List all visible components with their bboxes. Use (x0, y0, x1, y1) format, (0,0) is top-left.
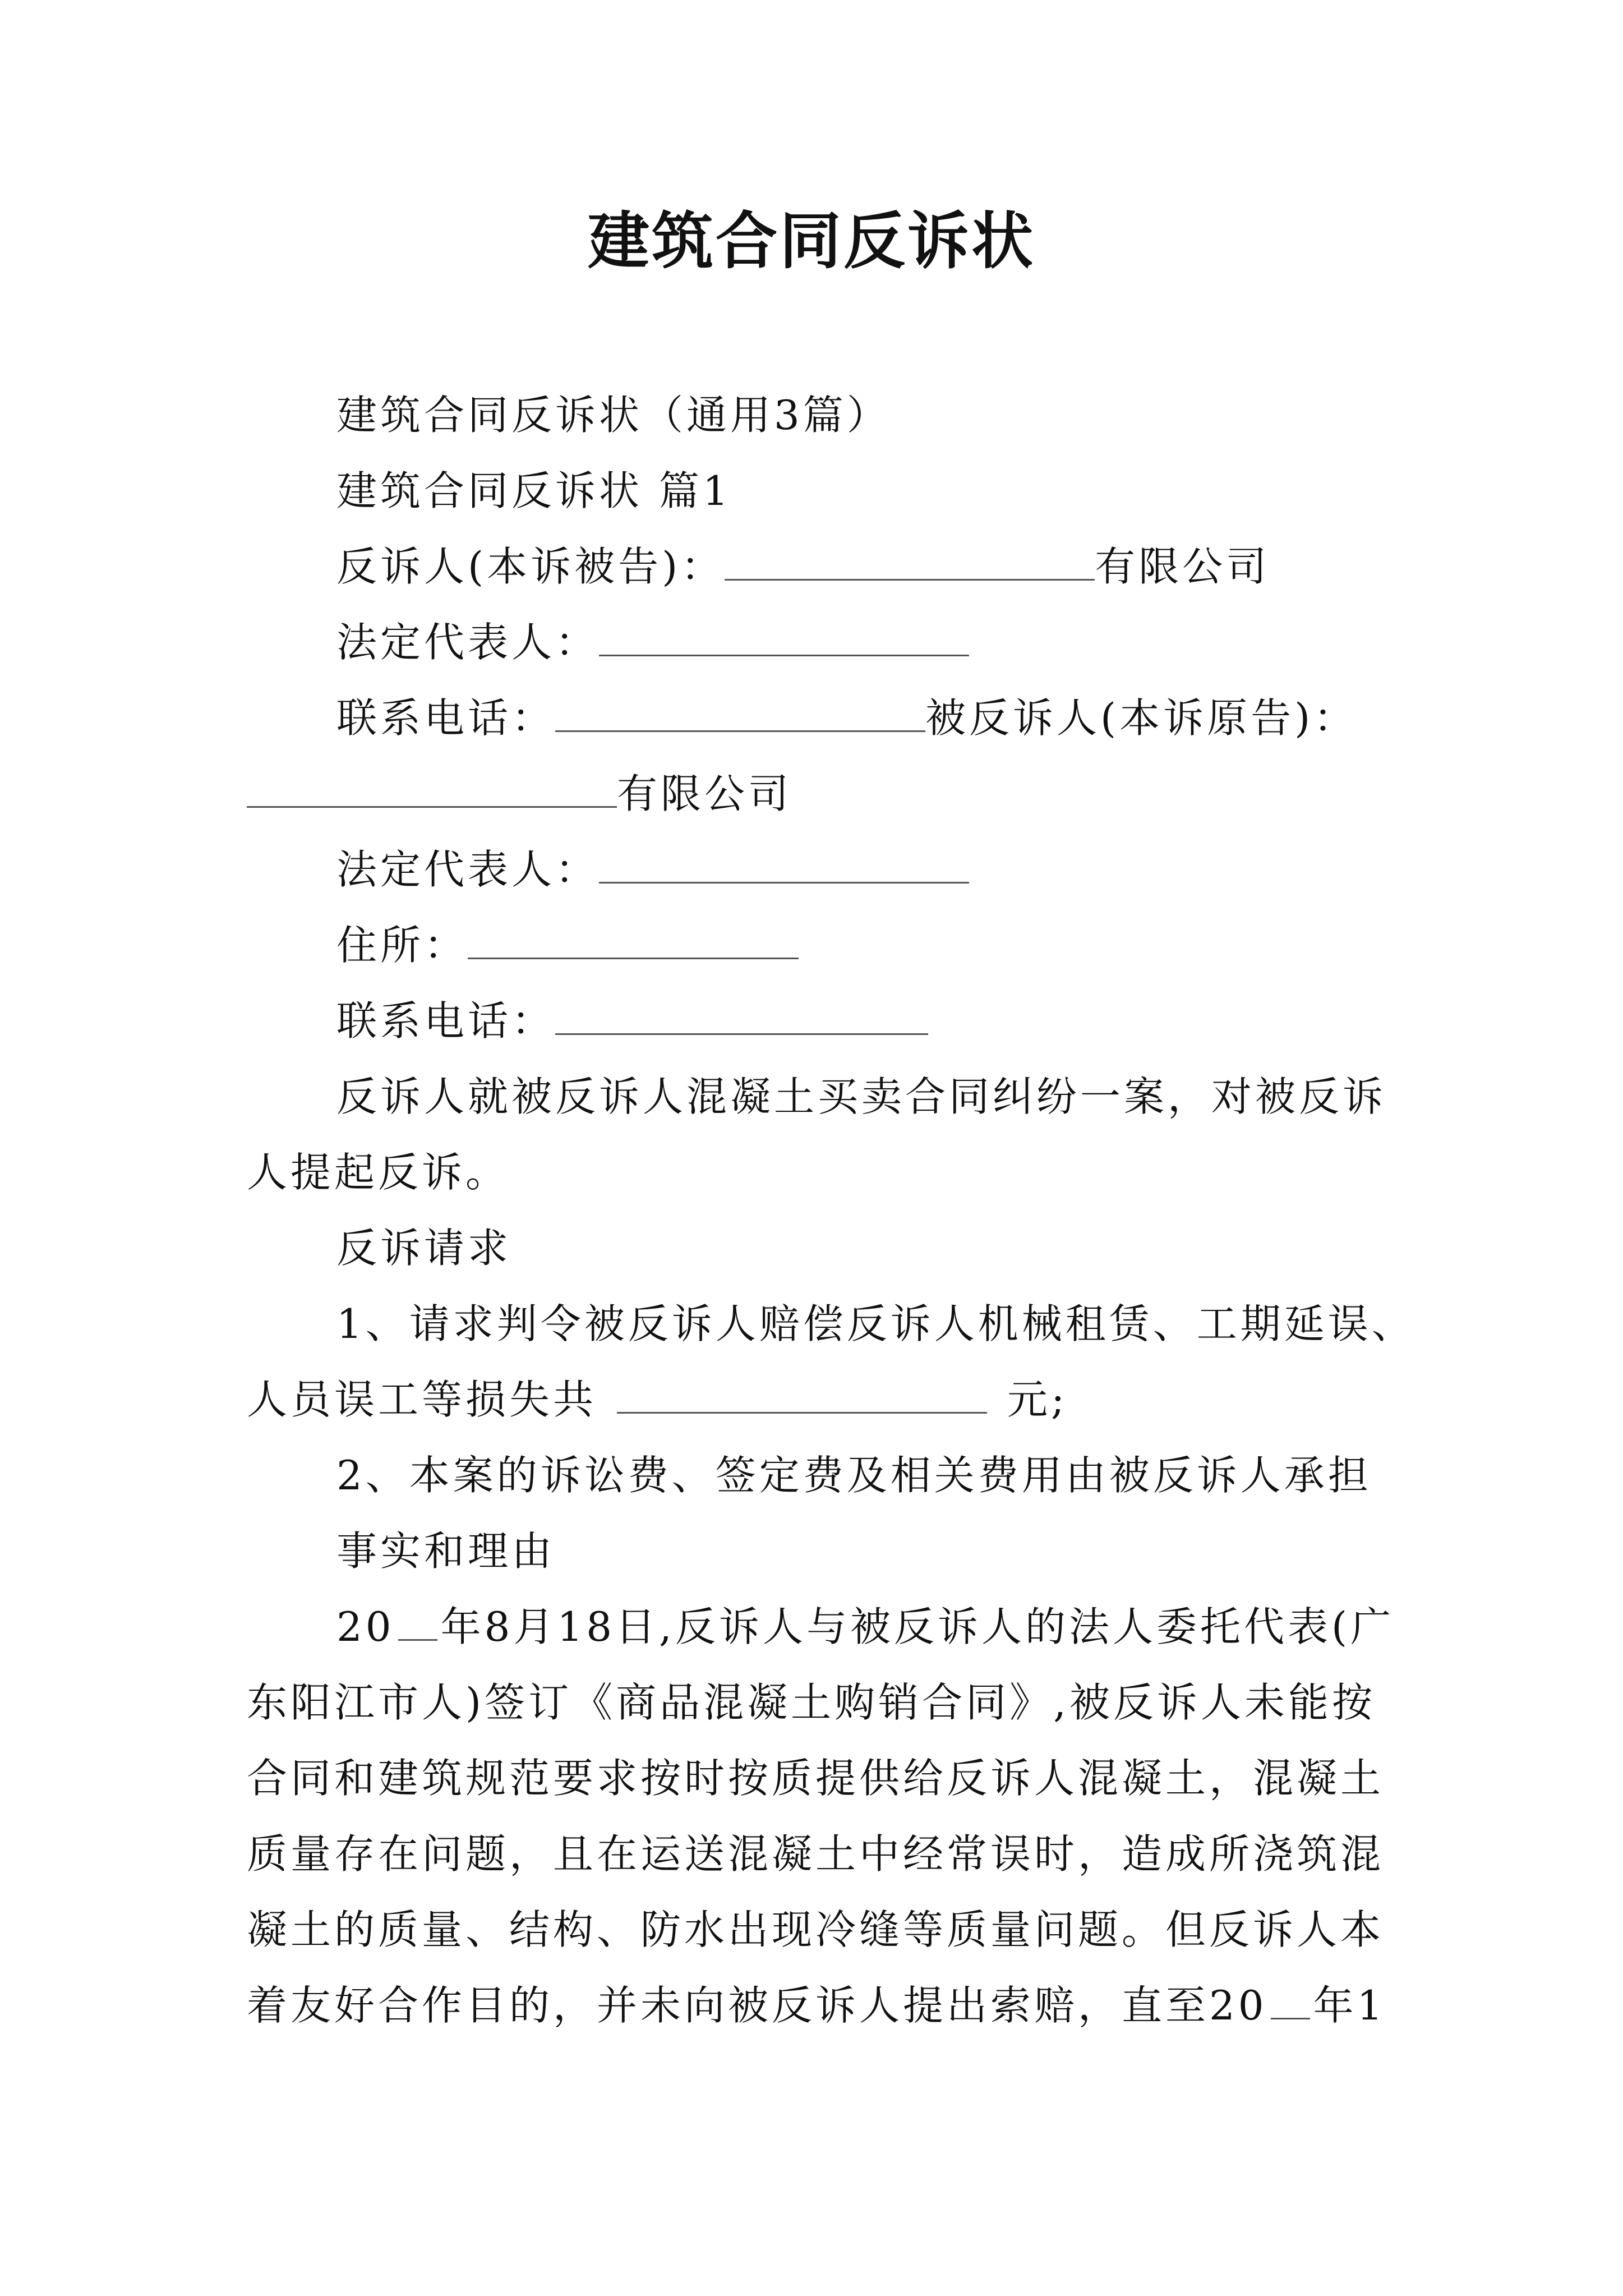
counter-respondent-label: 被反诉人(本诉原告)： (925, 694, 1358, 742)
respondent-legal-rep-blank (599, 847, 969, 884)
facts-line-5: 凝土的质量、结构、防水出现冷缝等质量问题。但反诉人本 (247, 1906, 1385, 1953)
claim-1-line-2 (247, 1372, 1068, 1428)
address-blank (468, 923, 799, 959)
legal-rep-label: 法定代表人： (336, 846, 600, 893)
address-label: 住所： (336, 922, 468, 969)
document-subtitle: 建筑合同反诉状（通用3篇） (336, 392, 891, 439)
document-title: 建筑合同反诉状 (588, 205, 1035, 277)
phone-label: 联系电话： (336, 997, 556, 1045)
counterclaimant-blank (725, 544, 1095, 581)
respondent-legal-rep-line (336, 841, 969, 898)
company-suffix: 有限公司 (617, 770, 792, 817)
counterclaimant-label: 反诉人(本诉被告)： (336, 543, 725, 590)
facts-line-6 (247, 1977, 1386, 2033)
claim-1-line-1: 1、请求判令被反诉人赔偿反诉人机械租赁、工期延误、 (336, 1300, 1415, 1347)
legal-rep-blank (599, 620, 969, 656)
counterclaimant-line (336, 539, 1270, 595)
claims-heading: 反诉请求 (336, 1225, 512, 1272)
respondent-phone-line (336, 993, 928, 1049)
company-suffix: 有限公司 (1095, 543, 1270, 590)
claim-1-prefix: 人员误工等损失共 (247, 1376, 597, 1423)
facts-line-1 (336, 1599, 1394, 1655)
facts-line-6-text: 着友好合作目的，并未向被反诉人提出索赔，直至20 (247, 1982, 1267, 2029)
claim-amount-blank (617, 1377, 987, 1414)
address-line (336, 917, 799, 973)
facts-line-3: 合同和建筑规范要求按时按质提供给反诉人混凝土，混凝土 (247, 1755, 1385, 1802)
claim-2: 2、本案的诉讼费、签定费及相关费用由被反诉人承担 (336, 1452, 1372, 1499)
legal-rep-label: 法定代表人： (336, 619, 600, 666)
phone-blank (555, 696, 925, 732)
section-heading: 建筑合同反诉状 篇1 (336, 467, 732, 514)
year-blank (398, 1604, 437, 1641)
intro-line-1: 反诉人就被反诉人混凝土买卖合同纠纷一案，对被反诉 (336, 1073, 1387, 1120)
facts-line-4: 质量存在问题，且在运送混凝土中经常误时，造成所浇筑混 (247, 1830, 1385, 1878)
legal-rep-line (336, 614, 969, 670)
respondent-company-blank (247, 771, 617, 808)
intro-line-2: 人提起反诉。 (247, 1149, 510, 1196)
facts-heading: 事实和理由 (336, 1527, 556, 1575)
year-blank (1271, 1983, 1310, 2019)
phone-respondent-line (336, 690, 1357, 746)
phone-label: 联系电话： (336, 694, 556, 742)
claim-1-suffix: 元; (1007, 1376, 1068, 1423)
facts-line-1-text: 年8月18日,反诉人与被反诉人的法人委托代表(广 (440, 1603, 1395, 1650)
respondent-phone-blank (555, 999, 928, 1035)
facts-year-prefix: 20 (336, 1603, 395, 1650)
facts-line-2: 东阳江市人)签订《商品混凝土购销合同》,被反诉人未能按 (247, 1679, 1376, 1726)
respondent-company-line (247, 766, 792, 822)
facts-line-6-suffix: 年1 (1313, 1982, 1386, 2029)
